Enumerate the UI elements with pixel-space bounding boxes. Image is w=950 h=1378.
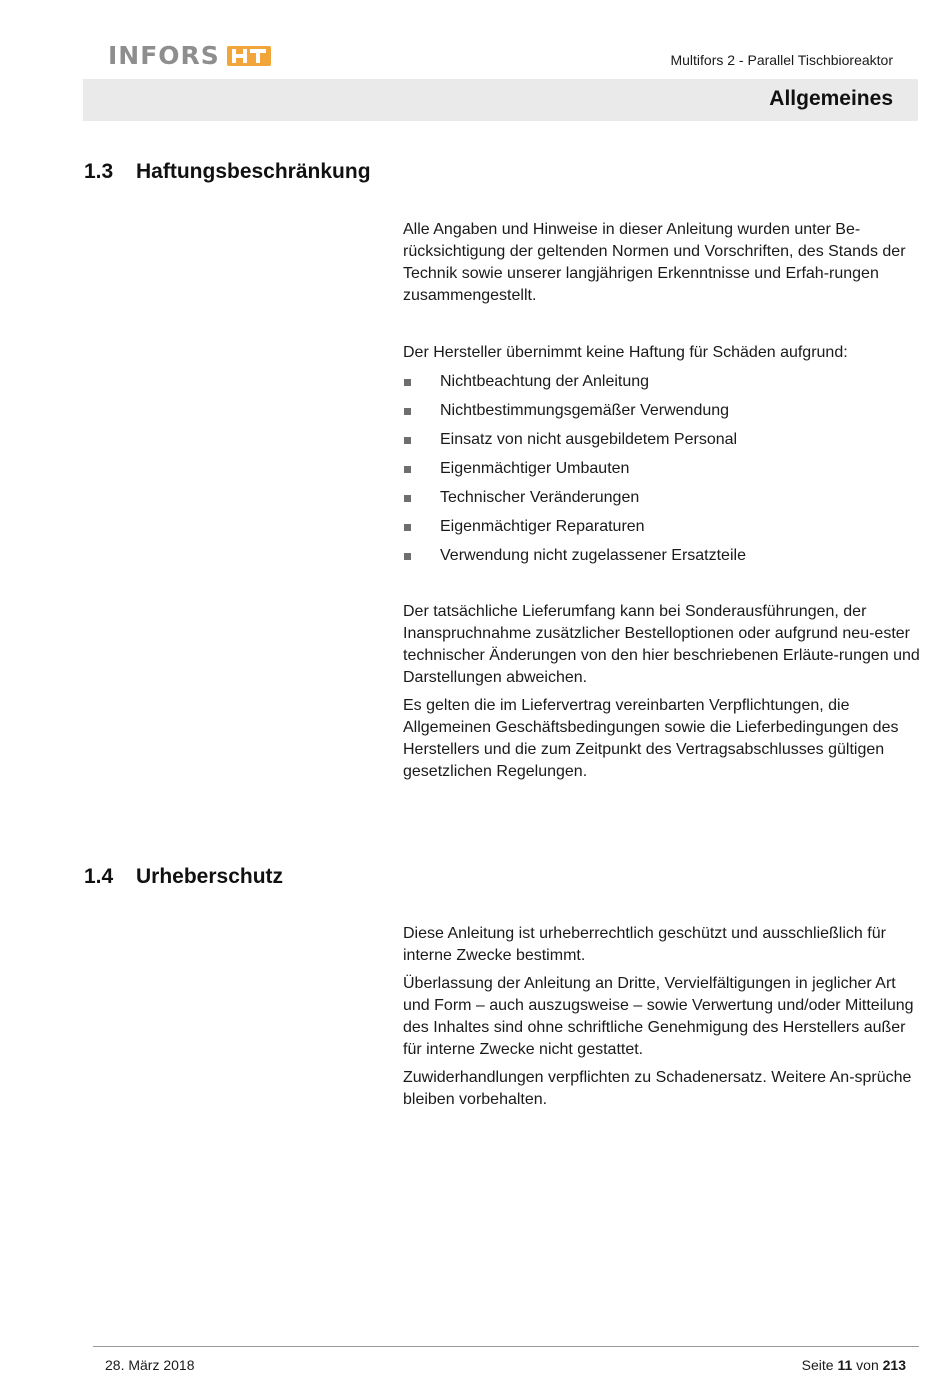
square-bullet-icon xyxy=(404,466,411,473)
section-heading-urheberschutz xyxy=(84,865,283,889)
section-number: 1.4 xyxy=(84,865,114,888)
list-item: Verwendung nicht zugelassener Ersatzteile xyxy=(403,545,923,574)
list-item: Technischer Veränderungen xyxy=(403,487,923,516)
section-title: Haftungsbeschränkung xyxy=(136,160,371,183)
liability-bullet-list xyxy=(403,371,923,574)
paragraph: Diese Anleitung ist urheberrechtlich geschützt und ausschließlich für interne Zwecke bestimmt. xyxy=(403,925,886,964)
header-band xyxy=(83,79,918,121)
paragraph: Der tatsächliche Lieferumfang kann bei Sonderausführungen, der Inanspruchnahme zusätzlicher Bestelloptionen oder aufgrund neu-ester technischer Änderungen von den hier beschriebenen Erläute-rungen und Darstellungen abweichen. xyxy=(403,603,920,686)
list-item: Eigenmächtiger Umbauten xyxy=(403,458,923,487)
section-title: Urheberschutz xyxy=(136,865,284,888)
square-bullet-icon xyxy=(404,379,411,386)
square-bullet-icon xyxy=(404,553,411,560)
square-bullet-icon xyxy=(404,524,411,531)
total-pages: 213 xyxy=(882,1357,906,1373)
document-title: Multifors 2 - Parallel Tischbioreaktor xyxy=(670,52,893,68)
paragraph: Zuwiderhandlungen verpflichten zu Schadenersatz. Weitere An-sprüche bleiben vorbehalten. xyxy=(403,1069,912,1108)
paragraph-list-lead: Der Hersteller übernimmt keine Haftung für Schäden aufgrund: xyxy=(403,344,848,361)
list-item: Eigenmächtiger Reparaturen xyxy=(403,516,923,545)
square-bullet-icon xyxy=(404,437,411,444)
list-item: Nichtbestimmungsgemäßer Verwendung xyxy=(403,400,923,429)
page-number: Seite 11 von 213 xyxy=(801,1357,906,1373)
list-item: Nichtbeachtung der Anleitung xyxy=(403,371,923,400)
paragraph-lieferumfang xyxy=(403,601,923,783)
section-heading-haftung xyxy=(84,160,371,184)
urheberschutz-text xyxy=(403,923,923,1111)
logo-ht-mark xyxy=(227,46,271,66)
infors-ht-logo xyxy=(108,42,271,70)
liability-list-block xyxy=(403,342,923,574)
paragraph: Es gelten die im Liefervertrag vereinbarten Verpflichtungen, die Allgemeinen Geschäftsbedingungen sowie die Lieferbedingungen des Herstellers und die zum Zeitpunkt des Vertragsabschlusses gültigen gesetzlichen Regelungen. xyxy=(403,697,899,780)
list-item: Einsatz von nicht ausgebildetem Personal xyxy=(403,429,923,458)
square-bullet-icon xyxy=(404,495,411,502)
section-number: 1.3 xyxy=(84,160,114,183)
current-page: 11 xyxy=(837,1357,853,1373)
footer-divider xyxy=(93,1346,919,1347)
square-bullet-icon xyxy=(404,408,411,415)
paragraph-haftung-intro xyxy=(403,219,923,307)
logo-wordmark: INFORS xyxy=(108,41,220,70)
chapter-title: Allgemeines xyxy=(769,87,893,110)
footer-date: 28. März 2018 xyxy=(105,1357,195,1373)
paragraph: Alle Angaben und Hinweise in dieser Anleitung wurden unter Be-rücksichtigung der geltenden Normen und Vorschriften, des Stands der Technik sowie unserer langjährigen Erkenntnisse und Erfah-rungen zusammengestellt. xyxy=(403,221,906,304)
paragraph: Überlassung der Anleitung an Dritte, Vervielfältigungen in jeglicher Art und Form – auch auszugsweise – sowie Verwertung und/oder Mitteilung des Inhaltes sind ohne schriftliche Genehmigung des Herstellers außer für interne Zwecke nicht gestattet. xyxy=(403,975,914,1058)
